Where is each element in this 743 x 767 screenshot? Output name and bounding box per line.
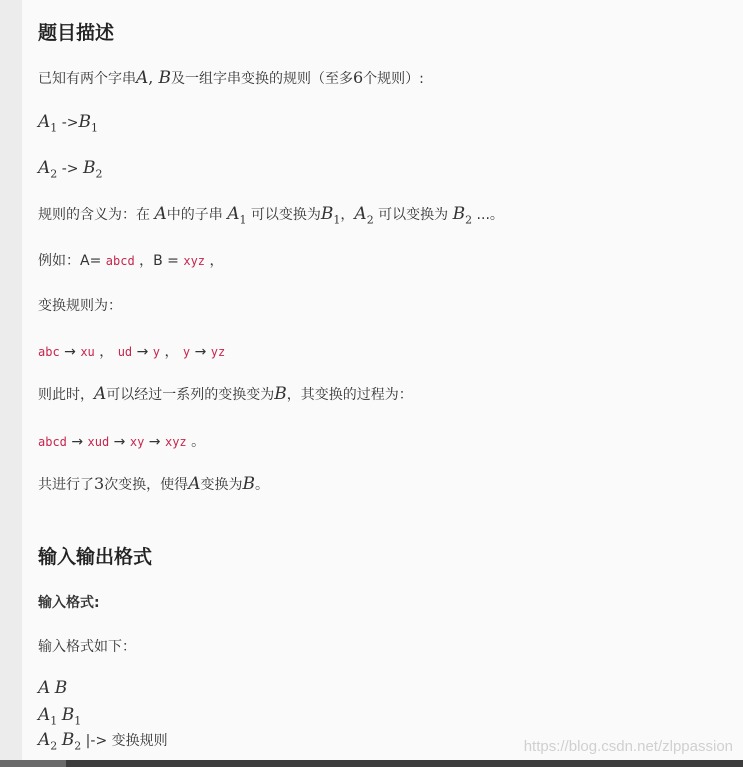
rules-title: 变换规则为： xyxy=(38,298,122,314)
rules-line: abc → xu ， ud → y ， y → yz xyxy=(38,344,226,360)
scrollbar-thumb[interactable] xyxy=(0,760,66,767)
left-gutter xyxy=(0,0,22,767)
input-format-label: 输入格式: xyxy=(38,595,100,611)
section-title-description: 题目描述 xyxy=(38,22,115,44)
watermark: https://blog.csdn.net/zlppassion xyxy=(523,738,733,755)
format-line-3: $A_2$ $B_2$ |-> 变换规则 xyxy=(38,730,168,753)
article-content xyxy=(22,0,743,767)
example-paragraph: 例如：A= abcd ，B = xyz ， xyxy=(38,253,224,269)
section-title-io-format: 输入输出格式 xyxy=(38,546,153,568)
intro-paragraph: 已知有两个字串A, B及一组字串变换的规则（至多6个规则）: xyxy=(38,68,424,88)
format-line-2: $A_1$ $B_1$ xyxy=(38,705,82,728)
summary-paragraph: 共进行了3次变换，使得A变换为B。 xyxy=(38,474,269,494)
meaning-paragraph: 规则的含义为：在 A中的子串 $A_1$ 可以变换为$B_1$，$A_2$ 可以变换为 $B_2$ ...。 xyxy=(38,204,504,227)
rule-2: $A_2 -> B_2$ xyxy=(38,158,103,181)
input-format-desc: 输入格式如下： xyxy=(38,639,136,655)
horizontal-scrollbar[interactable] xyxy=(0,760,743,767)
process-line: abcd → xud → xy → xyz 。 xyxy=(38,434,206,450)
rule-1: $A_1$ $->B_1$ xyxy=(38,112,99,135)
format-line-1: A B xyxy=(38,678,68,698)
process-intro: 则此时，A可以经过一系列的变换变为B，其变换的过程为： xyxy=(38,384,413,404)
